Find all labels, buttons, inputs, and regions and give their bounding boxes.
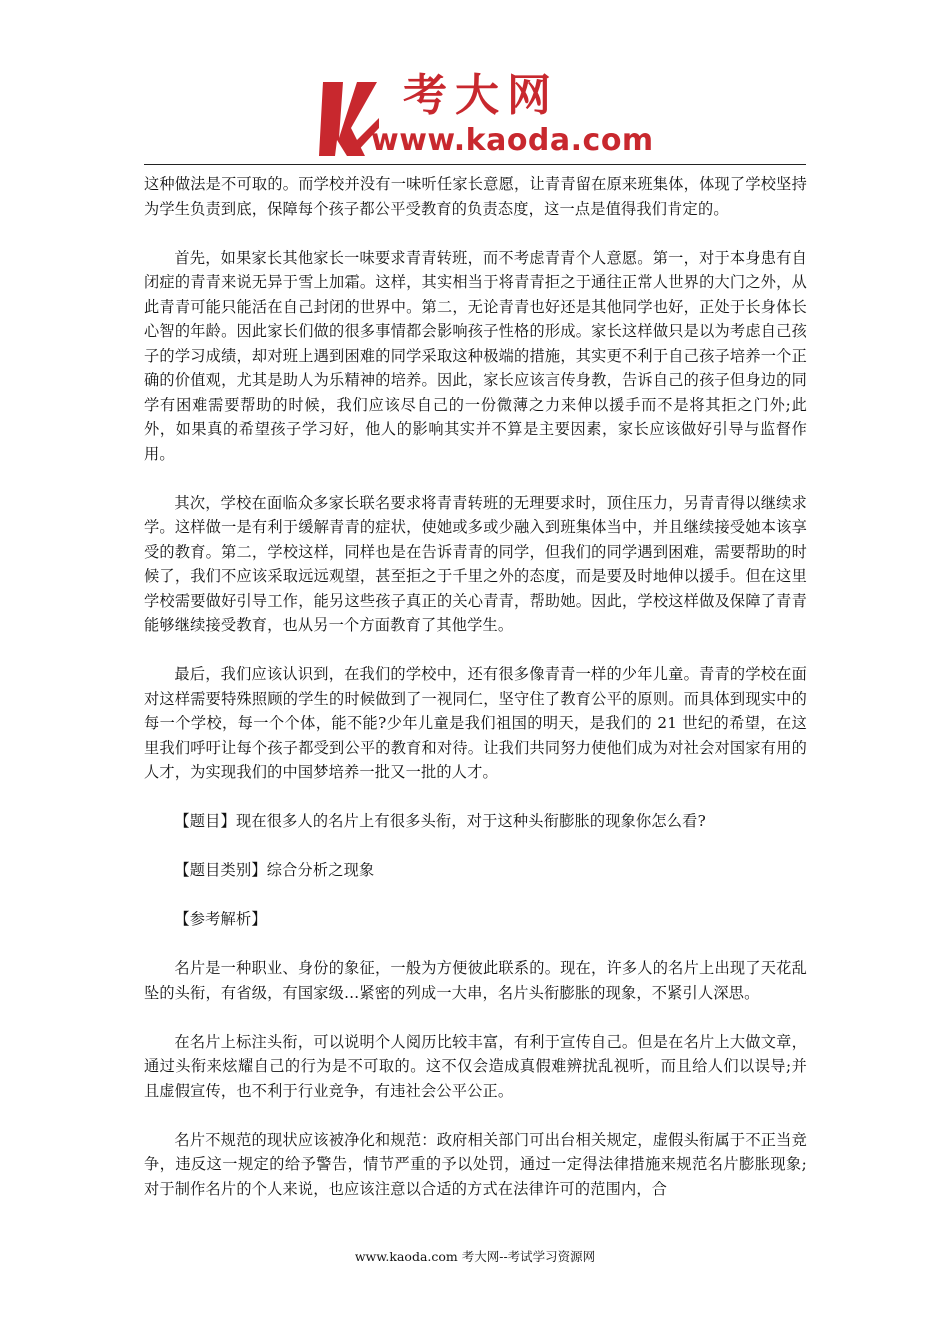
paragraph: 首先，如果家长其他家长一味要求青青转班，而不考虑青青个人意愿。第一，对于本身患有自闭症的青青来说无异于雪上加霜。这样，其实相当于将青青拒之于通往正常人世界的大门之外，从此青青可能只能活在自己封闭的世界中。第二，无论青青也好还是其他同学也好，正处于长身体长心智的年龄。因此家长们做的很多事情都会影响孩子性格的形成。家长这样做只是以为考虑自己孩子的学习成绩，却对班上遇到困难的同学采取这种极端的措施，其实更不利于自己孩子培养一个正确的价值观，尤其是助人为乐精神的培养。因此，家长应该言传身教，告诉自己的孩子但身边的同学有困难需要帮助的时候，我们应该尽自己的一份微薄之力来伸以援手而不是将其拒之门外;此外，如果真的希望孩子学习好，他人的影响其实并不算是主要因素，家长应该做好引导与监督作用。 <box>144 248 807 463</box>
page-header <box>0 68 950 168</box>
logo-chinese-name: 考大网 <box>403 70 559 121</box>
paragraph: 在名片上标注头衔，可以说明个人阅历比较丰富，有利于宣传自己。但是在名片上大做文章，通过头衔来炫耀自己的行为是不可取的。这不仅会造成真假难辨扰乱视听，而且给人们以误导;并且虚假宣传，也不利于行业竞争，有违社会公平公正。 <box>144 1032 807 1100</box>
paragraph: 最后，我们应该认识到，在我们的学校中，还有很多像青青一样的少年儿童。青青的学校在面对这样需要特殊照顾的学生的时候做到了一视同仁，坚守住了教育公平的原则。而具体到现实中的每一个学校，每一个个体，能不能?少年儿童是我们祖国的明天，是我们的 21 世纪的希望，在这里我们呼吁让每个孩子都受到公平的教育和对待。让我们共同努力使他们成为对社会对国家有用的人才，为实现我们的中国梦培养一批又一批的人才。 <box>144 665 807 781</box>
site-logo[interactable] <box>305 68 654 168</box>
reference-analysis-heading: 【参考解析】 <box>174 910 267 928</box>
document-body <box>144 172 807 1226</box>
page-footer: www.kaoda.com 考大网--考试学习资源网 <box>354 1249 596 1264</box>
question-category: 【题目类别】综合分析之现象 <box>174 861 375 879</box>
paragraph: 这种做法是不可取的。而学校并没有一味听任家长意愿，让青青留在原来班集体，体现了学校坚持为学生负责到底，保障每个孩子都公平受教育的负责态度，这一点是值得我们肯定的。 <box>144 175 807 218</box>
paragraph: 名片是一种职业、身份的象征，一般为方便彼此联系的。现在，许多人的名片上出现了天花乱坠的头衔，有省级，有国家级…紧密的列成一大串，名片头衔膨胀的现象，不紧引人深思。 <box>144 959 807 1002</box>
question-title: 【题目】现在很多人的名片上有很多头衔，对于这种头衔膨胀的现象你怎么看? <box>174 812 706 830</box>
paragraph: 其次，学校在面临众多家长联名要求将青青转班的无理要求时，顶住压力，另青青得以继续求学。这样做一是有利于缓解青青的症状，使她或多或少融入到班集体当中，并且继续接受她本该享受的教育。第二，学校这样，同样也是在告诉青青的同学，但我们的同学遇到困难，需要帮助的时候了，我们不应该采取远远观望，甚至拒之于千里之外的态度，而是要及时地伸以援手。但在这里学校需要做好引导工作，能另这些孩子真正的关心青青，帮助她。因此，学校这样做及保障了青青能够继续接受教育，也从另一个方面教育了其他学生。 <box>144 493 807 634</box>
logo-url: www.kaoda.com <box>371 123 654 158</box>
paragraph: 名片不规范的现状应该被净化和规范：政府相关部门可出台相关规定，虚假头衔属于不正当竞争，违反这一规定的给予警告，情节严重的予以处罚，通过一定得法律措施来规范名片膨胀现象;对于制作名片的个人来说，也应该注意以合适的方式在法律许可的范围内，合 <box>144 1130 807 1198</box>
header-divider <box>144 164 806 165</box>
